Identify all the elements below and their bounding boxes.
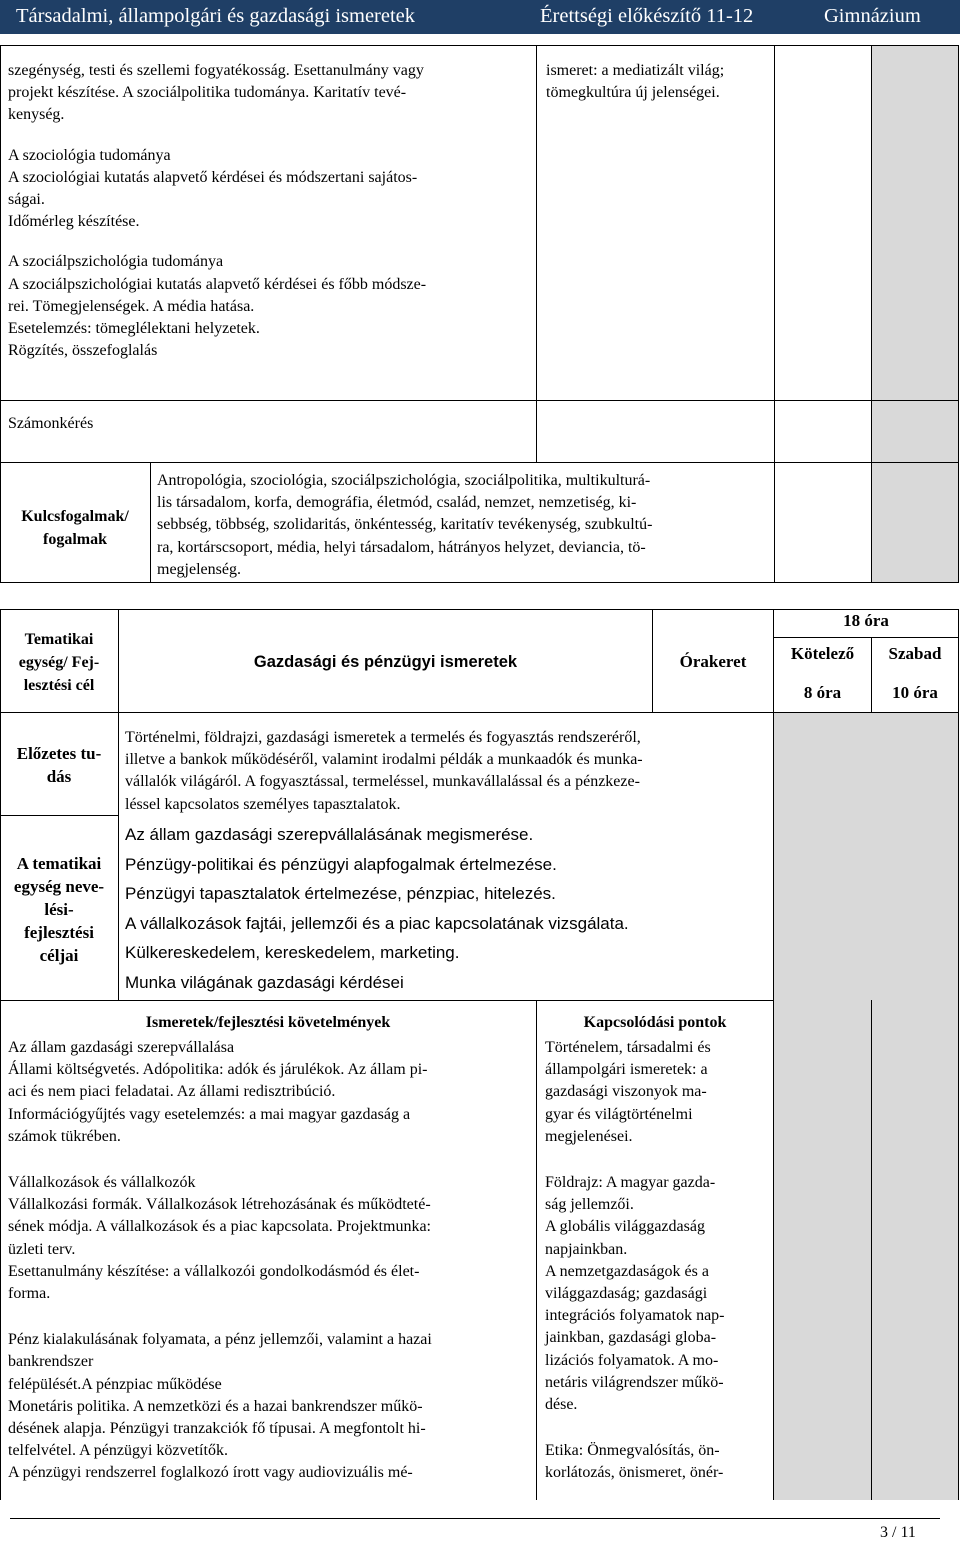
top-left-content: szegénység, testi és szellemi fogyatékosság. Esettanulmány vagy projekt készítése. A szociálpolitika tudománya. Karitatív tevé- kenység. A szociológia tudománya A szociológiai kutatás alapvető kérdései és módszertani sajátos- ságai. Időmérleg készítése. A szociálpszichológia tudománya A szociálpszichológiai kutatás alapvető kérdései és főbb módsze- rei. Tömegjelenségek. A média hatása. Esetelemzés: tömeglélektani helyzetek. Rögzítés, összefoglalás — [8, 62, 427, 360]
mandatory-hours: 8 óra — [803, 683, 842, 702]
goals-label: A tematikai egység neve- lési- fejlesztési céljai — [13, 854, 105, 965]
keywords-label: Kulcsfogalmak/ fogalmak — [21, 508, 129, 548]
footer-divider — [10, 1518, 940, 1519]
requirements-content: Az állam gazdasági szerepvállalása Állami költségvetés. Adópolitika: adók és járulékok. Az állam pi- aci és nem piaci feladatai. Az állami redisztribúció. Információgyűjtés vagy esetelemzés: a mai magyar gazdaság a számok tükrében. Vállalkozások és vállalkozók Vállalkozási formák. Vállalkozások létrehozásának és működteté- sének módja. A vállalkozások és a piac kapcsolata. Projektmunka: üzleti terv. Esettanulmány készítése: a vállalkozói gondolkodásmód és élet- forma. Pénz kialakulásának folyamata, a pénz jellemzői, valamint a hazai bankrendszer felépülését.A pénzpiac működése Monetáris politika. A nemzetközi és a hazai bankrendszer műkö- désének alapja. Pénzügyi tranzakciók fő típusai. A megfontolt hi- telfelvétel. A pénzügyi közvetítők. A pénzügyi rendszerrel foglalkozó írott vagy audiovizuális mé- — [8, 1039, 432, 1482]
total-hours: 18 óra — [843, 611, 889, 630]
page-number: 3 / 11 — [880, 1524, 916, 1541]
unit-title: Gazdasági és pénzügyi ismeretek — [253, 653, 518, 671]
requirements-header: Ismeretek/fejlesztési követelmények — [145, 1014, 391, 1031]
connections-header: Kapcsolódási pontok — [583, 1014, 727, 1031]
unit-label: Tematikai egység/ Fej- lesztési cél — [18, 631, 100, 694]
goals-content: Az állam gazdasági szerepvállalásának megismerése. Pénzügy-politikai és pénzügyi alapfogalmak értelmezése. Pénzügyi tapasztalatok értelmezése, pénzpiac, hitelezés. A vállalkozások fajtái, jellemzői és a piac kapcsolatának vizsgálata. Külkereskedelem, kereskedelem, marketing. Munka világának gazdasági kérdései — [125, 825, 629, 992]
top-right-content: ismeret: a mediatizált világ; tömegkultúra új jelenségei. — [546, 62, 725, 102]
prior-knowledge-label: Előzetes tu- dás — [16, 744, 102, 786]
gray-fill — [774, 713, 958, 1000]
header-title: Társadalmi, állampolgári és gazdasági ismeretek — [16, 5, 416, 27]
connections-content: Történelem, társadalmi és állampolgári ismeretek: a gazdasági viszonyok ma- gyar és világtörténelmi megjelenései. Földrajz: A magyar gazda- ság jellemzői. A globális világgazdaság napjainkban. A nemzetgazdaságok és a világgazdaság; gazdasági integrációs folyamatok nap- jainkban, gazdasági globa- lizációs folyamatok. A mo- netáris világrendszer műkö- dése. Etika: Önmegvalósítás, ön- korlátozás, önismeret, önér- — [545, 1039, 725, 1482]
free-label: Szabad — [888, 644, 942, 663]
page-header — [0, 0, 960, 34]
hours-label: Órakeret — [679, 652, 747, 671]
prior-knowledge-content: Történelmi, földrajzi, gazdasági ismeretek a termelés és fogyasztás rendszeréről, illetve a bankok működéséről, valamint irodalmi példák a munkaadók és munka- vállalók világáról. A fogyasztással, termeléssel, munkavállalással és a pénzkeze- léssel kapcsolatos személyes tapasztalatok. — [125, 729, 643, 813]
mandatory-label: Kötelező — [790, 644, 855, 663]
gray-fill — [872, 1000, 958, 1500]
header-school-type: Gimnázium — [824, 5, 921, 27]
gray-fill — [774, 1000, 871, 1500]
assessment-label: Számonkérés — [8, 415, 94, 432]
free-hours: 10 óra — [892, 683, 938, 702]
keywords-content: Antropológia, szociológia, szociálpszichológia, szociálpolitika, multikulturá- lis társadalom, korfa, demográfia, életmód, család, nemzet, nemzetiség, ki- sebbség, többség, szolidaritás, önkéntesség, karitatív tevékenység, szubkultú- ra, kortárscsoport, média, helyi társadalom, hátrányos helyzet, deviancia, tö- megjelenség. — [157, 472, 653, 578]
header-subtitle: Érettségi előkészítő 11-12 — [540, 5, 754, 27]
